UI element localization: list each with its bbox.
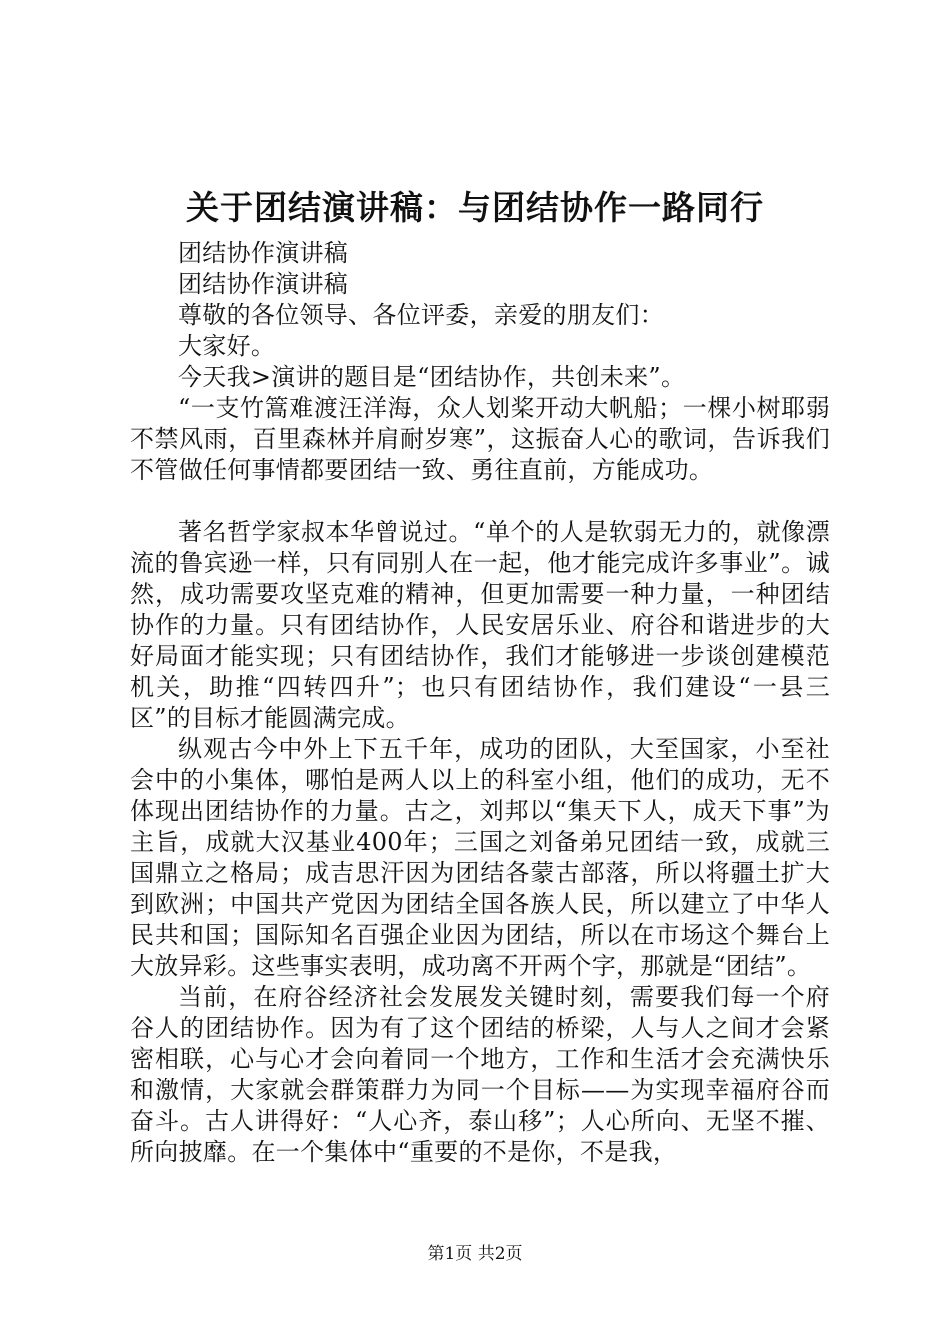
paragraph-history: 纵观古今中外上下五千年，成功的团队，大至国家，小至社会中的小集体，哪怕是两人以上的科室小组，他们的成功，无不体现出团结协作的力量。古之，刘邦以“集天下人，成天下事”为主旨，成就大汉基业400年；三国之刘备弟兄团结一致，成就三国鼎立之格局；成吉思汗因为团结各蒙古部落，所以将疆土扩大到欧洲；中国共产党因为团结全国各族人民，所以建立了中华人民共和国；国际知名百强企业因为团结，所以在市场这个舞台上大放异彩。这些事实表明，成功离不开两个字，那就是“团结”。 bbox=[130, 735, 830, 980]
paragraph-subtitle-2: 团结协作演讲稿 bbox=[178, 270, 349, 298]
paragraph-lyrics: “一支竹篙难渡汪洋海，众人划桨开动大帆船；一棵小树耶弱不禁风雨，百里森林并肩耐岁寒”，这振奋人心的歌词，告诉我们不管做任何事情都要团结一致、勇往直前，方能成功。 bbox=[130, 394, 830, 484]
paragraph-philosopher: 著名哲学家叔本华曾说过。“单个的人是软弱无力的，就像漂流的鲁宾逊一样，只有同别人在一起，他才能完成许多事业”。诚然，成功需要攻坚克难的精神，但更加需要一种力量，一种团结协作的力量。只有团结协作，人民安居乐业、府谷和谐进步的大好局面才能实现；只有团结协作，我们才能够进一步谈创建模范机关，助推“四转四升”；也只有团结协作，我们建设“一县三区”的目标才能圆满完成。 bbox=[130, 518, 830, 732]
page-number: 第1页 共2页 bbox=[427, 1244, 523, 1264]
paragraph-current: 当前，在府谷经济社会发展发关键时刻，需要我们每一个府谷人的团结协作。因为有了这个团结的桥梁，人与人之间才会紧密相联，心与心才会向着同一个地方，工作和生活才会充满快乐和激情，大家就会群策群力为同一个目标——为实现幸福府谷而奋斗。古人讲得好：“人心齐，泰山移”；人心所向、无坚不摧、所向披靡。在一个集体中“重要的不是你，不是我， bbox=[130, 983, 830, 1166]
document-body bbox=[130, 238, 830, 1168]
document-title: 关于团结演讲稿：与团结协作一路同行 bbox=[186, 188, 764, 227]
paragraph-topic: 今天我>演讲的题目是“团结协作，共创未来”。 bbox=[178, 363, 686, 391]
paragraph-greeting: 大家好。 bbox=[178, 332, 276, 360]
paragraph-subtitle-1: 团结协作演讲稿 bbox=[178, 239, 349, 267]
paragraph-salutation: 尊敬的各位领导、各位评委，亲爱的朋友们： bbox=[178, 301, 664, 329]
